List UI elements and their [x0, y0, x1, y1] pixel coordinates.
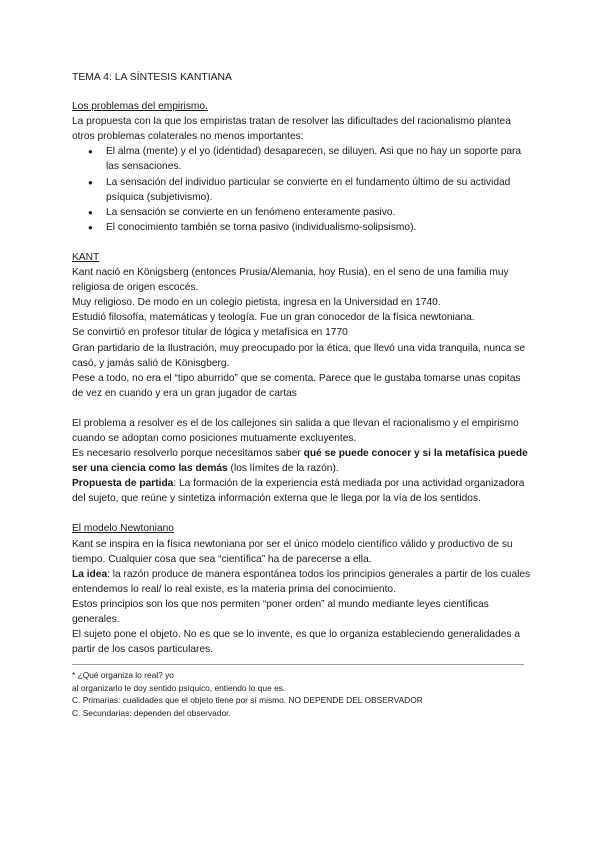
- list-item: ● La sensación del individuo particular se convierte en el fundamento último de su actividad psíquica (subjetivismo).: [88, 175, 532, 205]
- footnote-divider: [72, 664, 524, 665]
- text-span: Es necesario resolverlo porque necesitamos saber: [72, 448, 304, 460]
- text-span: (los límites de la razón).: [227, 463, 339, 475]
- section-modelo-newtoniano: [72, 521, 532, 657]
- bullet-list: [72, 144, 532, 235]
- section-problema: [72, 416, 532, 507]
- document-page: [72, 70, 532, 720]
- paragraph: Estos principios son los que nos permiten “poner orden” al mundo mediante leyes científicas generales.: [72, 598, 489, 625]
- paragraph: [72, 476, 532, 506]
- section-heading: KANT: [72, 251, 100, 263]
- paragraph: Gran partidario de la Ilustración, muy preocupado por la ética, que llevó una vida tranquila, nunca se casó, y jamás salió de Könisgberg.: [72, 342, 526, 369]
- paragraph: Kant nació en Königsberg (entonces Prusia/Alemania, hoy Rusia), en el seno de una familia muy religiosa de origen escocés.: [72, 267, 509, 294]
- footnote: C. Primarias: cualidades que el objeto tiene por sí mismo. NO DEPENDE DEL OBSERVADOR: [72, 695, 423, 706]
- paragraph: [72, 567, 532, 597]
- section-heading: El modelo Newtoniano: [72, 523, 174, 535]
- text-span: : la razón produce de manera espontánea todos los principios generales a partir de los cuales entendemos lo real/ lo real existe, es la materia prima del conocimiento.: [72, 568, 531, 595]
- list-item: ● El alma (mente) y el yo (identidad) desaparecen, se diluyen. Asi que no hay un soporte para las sensaciones.: [88, 144, 532, 174]
- bold-text: Propuesta de partida: [72, 478, 174, 490]
- section-kant: [72, 250, 532, 401]
- paragraph: Estudió filosofía, matemáticas y teología. Fue un gran conocedor de la física newtoniana.: [72, 312, 475, 324]
- paragraph: El sujeto pone el objeto. No es que se lo invente, es que lo organiza estableciendo generalidades a partir de los casos particulares.: [72, 629, 520, 656]
- list-item: ● El conocimiento también se torna pasivo (individualismo-solipsismo).: [88, 220, 532, 235]
- footnote: C. Secundarias: dependen del observador.: [72, 708, 231, 719]
- paragraph: El problema a resolver es el de los callejones sin salida a que llevan el racionalismo y el empirismo cuando se adoptan como posiciones mutuamente excluyentes.: [72, 417, 519, 444]
- section-heading: Los problemas del empirismo.: [72, 101, 208, 113]
- section-empirismo: [72, 99, 532, 235]
- paragraph: Kant se inspira en la física newtoniana por ser el único modelo científico válido y productivo de su tiempo. Cualquier cosa que sea “científica” ha de parecerse a ella.: [72, 538, 513, 565]
- paragraph: La propuesta con la que los empiristas tratan de resolver las dificultades del racionalismo plantea otros problemas colaterales no menos importantes:: [72, 116, 511, 143]
- bold-text: La idea: [72, 568, 108, 580]
- paragraph: Se convirtió en profesor titular de lógica y metafísica en 1770: [72, 327, 348, 339]
- text-span: : La formación de la experiencia está mediada por una actividad organizadora del sujeto, que reúne y sintetiza información externa que le llega por la vía de los sentidos.: [72, 478, 525, 505]
- paragraph: Pese a todo, no era el “tipo aburrido” que se comenta. Parece que le gustaba tomarse unas copitas de vez en cuando y era un gran jugador de cartas: [72, 372, 521, 399]
- paragraph: [72, 446, 532, 476]
- footnote: al organizarlo le doy sentido psíquico, entiendo lo que es.: [72, 682, 286, 693]
- bold-text: qué se puede conocer y si la metafísica puede ser una ciencia como las demás: [72, 448, 528, 475]
- list-item: ● La sensación se convierte en un fenómeno enteramente pasivo.: [88, 205, 532, 220]
- footnote: * ¿Qué organiza lo real? yo: [72, 670, 174, 681]
- footnotes: [72, 669, 532, 719]
- paragraph: Muy religioso. De modo en un colegio pietista, ingresa en la Universidad en 1740.: [72, 297, 441, 309]
- page-title: TEMA 4: LA SÍNTESIS KANTIANA: [72, 72, 232, 83]
